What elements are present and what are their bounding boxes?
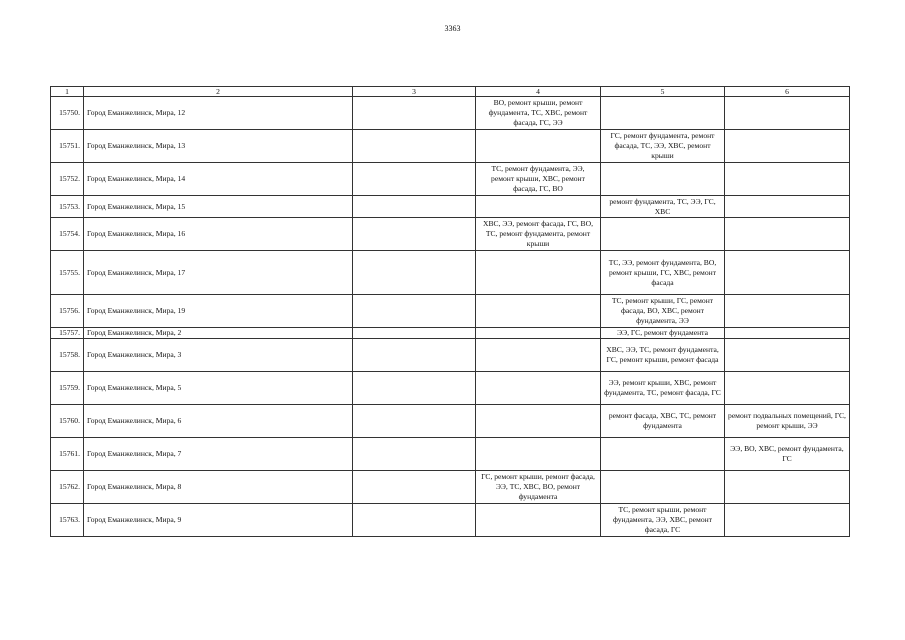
- column-3-cell: [353, 97, 476, 130]
- column-3-cell: [353, 328, 476, 339]
- column-3-cell: [353, 504, 476, 537]
- column-5-cell: ЭЭ, ремонт крыши, ХВС, ремонт фундамента, ТС, ремонт фасада, ГС: [601, 372, 725, 405]
- column-3-cell: [353, 405, 476, 438]
- column-6-cell: ремонт подвальных помещений, ГС, ремонт крыши, ЭЭ: [725, 405, 850, 438]
- column-4-cell: [476, 251, 601, 295]
- column-6-cell: [725, 504, 850, 537]
- column-4-cell: [476, 504, 601, 537]
- column-5-cell: [601, 471, 725, 504]
- table-row: [51, 438, 850, 471]
- column-4-cell: ХВС, ЭЭ, ремонт фасада, ГС, ВО, ТС, ремонт фундамента, ремонт крыши: [476, 218, 601, 251]
- address-cell: Город Еманжелинск, Мира, 19: [84, 295, 353, 328]
- column-6-cell: [725, 97, 850, 130]
- column-4-cell: [476, 295, 601, 328]
- table-row: [51, 163, 850, 196]
- column-6-cell: [725, 196, 850, 218]
- row-number: 15760.: [51, 405, 84, 438]
- address-cell: Город Еманжелинск, Мира, 15: [84, 196, 353, 218]
- column-6-cell: [725, 471, 850, 504]
- row-number: 15758.: [51, 339, 84, 372]
- address-cell: Город Еманжелинск, Мира, 3: [84, 339, 353, 372]
- address-cell: Город Еманжелинск, Мира, 5: [84, 372, 353, 405]
- column-header: 4: [476, 87, 601, 97]
- column-4-cell: [476, 130, 601, 163]
- registry-table: [50, 86, 850, 537]
- column-6-cell: [725, 339, 850, 372]
- table-row: [51, 339, 850, 372]
- table-row: [51, 372, 850, 405]
- row-number: 15750.: [51, 97, 84, 130]
- table-row: [51, 251, 850, 295]
- column-header: 5: [601, 87, 725, 97]
- row-number: 15752.: [51, 163, 84, 196]
- column-6-cell: [725, 295, 850, 328]
- address-cell: Город Еманжелинск, Мира, 6: [84, 405, 353, 438]
- row-number: 15755.: [51, 251, 84, 295]
- column-5-cell: ремонт фасада, ХВС, ТС, ремонт фундамента: [601, 405, 725, 438]
- address-cell: Город Еманжелинск, Мира, 13: [84, 130, 353, 163]
- page-number: 3363: [444, 24, 461, 33]
- column-header: 1: [51, 87, 84, 97]
- table-row: [51, 405, 850, 438]
- column-3-cell: [353, 438, 476, 471]
- column-4-cell: [476, 438, 601, 471]
- row-number: 15761.: [51, 438, 84, 471]
- column-number-row: [51, 87, 850, 97]
- column-4-cell: ВО, ремонт крыши, ремонт фундамента, ТС, ХВС, ремонт фасада, ГС, ЭЭ: [476, 97, 601, 130]
- address-cell: Город Еманжелинск, Мира, 14: [84, 163, 353, 196]
- table-row: [51, 504, 850, 537]
- column-5-cell: ремонт фундамента, ТС, ЭЭ, ГС, ХВС: [601, 196, 725, 218]
- column-3-cell: [353, 251, 476, 295]
- column-5-cell: ТС, ремонт крыши, ремонт фундамента, ЭЭ, ХВС, ремонт фасада, ГС: [601, 504, 725, 537]
- address-cell: Город Еманжелинск, Мира, 8: [84, 471, 353, 504]
- column-4-cell: [476, 372, 601, 405]
- column-3-cell: [353, 372, 476, 405]
- column-4-cell: [476, 328, 601, 339]
- column-3-cell: [353, 339, 476, 372]
- address-cell: Город Еманжелинск, Мира, 12: [84, 97, 353, 130]
- column-3-cell: [353, 130, 476, 163]
- column-5-cell: [601, 438, 725, 471]
- column-6-cell: [725, 372, 850, 405]
- table-row: [51, 97, 850, 130]
- column-3-cell: [353, 471, 476, 504]
- row-number: 15763.: [51, 504, 84, 537]
- row-number: 15762.: [51, 471, 84, 504]
- column-5-cell: ХВС, ЭЭ, ТС, ремонт фундамента, ГС, ремонт крыши, ремонт фасада: [601, 339, 725, 372]
- column-6-cell: [725, 163, 850, 196]
- address-cell: Город Еманжелинск, Мира, 9: [84, 504, 353, 537]
- row-number: 15757.: [51, 328, 84, 339]
- column-3-cell: [353, 196, 476, 218]
- column-5-cell: ГС, ремонт фундамента, ремонт фасада, ТС, ЭЭ, ХВС, ремонт крыши: [601, 130, 725, 163]
- row-number: 15753.: [51, 196, 84, 218]
- address-cell: Город Еманжелинск, Мира, 16: [84, 218, 353, 251]
- row-number: 15751.: [51, 130, 84, 163]
- column-5-cell: [601, 97, 725, 130]
- column-6-cell: [725, 130, 850, 163]
- table-row: [51, 130, 850, 163]
- column-header: 3: [353, 87, 476, 97]
- column-4-cell: ТС, ремонт фундамента, ЭЭ, ремонт крыши, ХВС, ремонт фасада, ГС, ВО: [476, 163, 601, 196]
- column-4-cell: ГС, ремонт крыши, ремонт фасада, ЭЭ, ТС, ХВС, ВО, ремонт фундамента: [476, 471, 601, 504]
- table-row: [51, 471, 850, 504]
- column-5-cell: [601, 163, 725, 196]
- row-number: 15756.: [51, 295, 84, 328]
- column-4-cell: [476, 405, 601, 438]
- column-3-cell: [353, 295, 476, 328]
- column-3-cell: [353, 163, 476, 196]
- column-4-cell: [476, 339, 601, 372]
- table-body: [51, 97, 850, 537]
- column-4-cell: [476, 196, 601, 218]
- column-5-cell: [601, 218, 725, 251]
- row-number: 15754.: [51, 218, 84, 251]
- column-6-cell: [725, 218, 850, 251]
- column-5-cell: ТС, ремонт крыши, ГС, ремонт фасада, ВО, ХВС, ремонт фундамента, ЭЭ: [601, 295, 725, 328]
- address-cell: Город Еманжелинск, Мира, 17: [84, 251, 353, 295]
- table-row: [51, 328, 850, 339]
- column-5-cell: ТС, ЭЭ, ремонт фундамента, ВО, ремонт крыши, ГС, ХВС, ремонт фасада: [601, 251, 725, 295]
- column-6-cell: ЭЭ, ВО, ХВС, ремонт фундамента, ГС: [725, 438, 850, 471]
- table-row: [51, 196, 850, 218]
- address-cell: Город Еманжелинск, Мира, 2: [84, 328, 353, 339]
- row-number: 15759.: [51, 372, 84, 405]
- address-cell: Город Еманжелинск, Мира, 7: [84, 438, 353, 471]
- column-5-cell: ЭЭ, ГС, ремонт фундамента: [601, 328, 725, 339]
- column-header: 2: [84, 87, 353, 97]
- table-row: [51, 295, 850, 328]
- table-row: [51, 218, 850, 251]
- column-3-cell: [353, 218, 476, 251]
- column-6-cell: [725, 328, 850, 339]
- column-6-cell: [725, 251, 850, 295]
- column-header: 6: [725, 87, 850, 97]
